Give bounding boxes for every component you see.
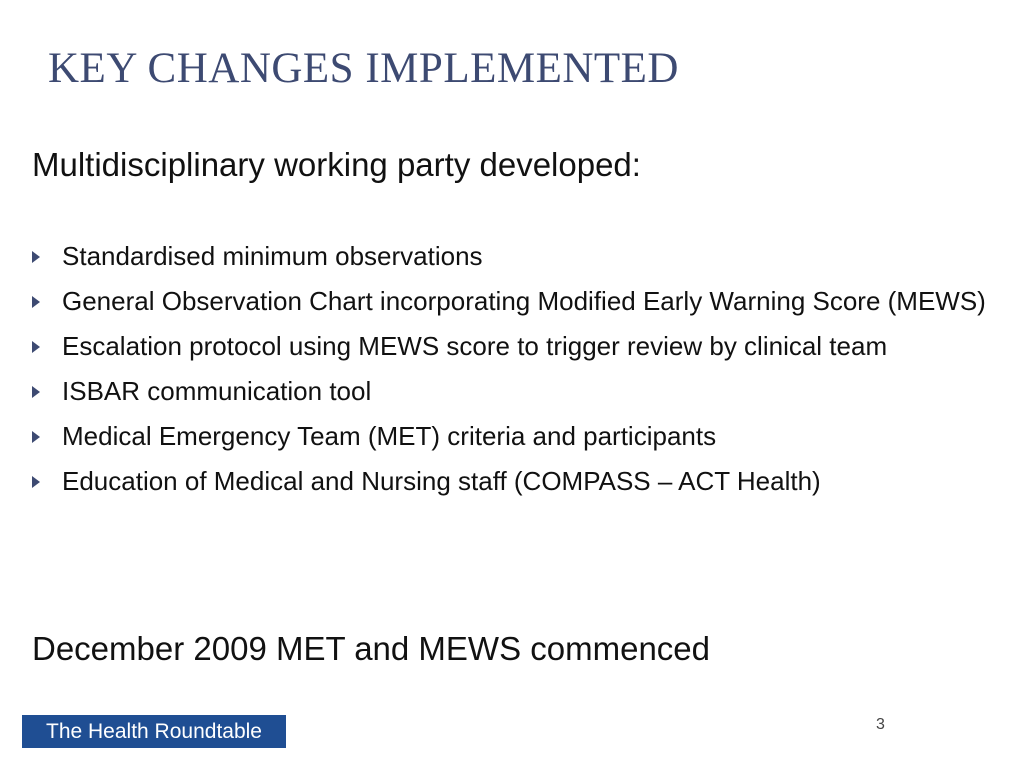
triangle-right-icon (32, 386, 40, 398)
bullet-item-observations (32, 238, 992, 274)
bullet-text: Escalation protocol using MEWS score to trigger review by clinical team (62, 331, 888, 361)
slide-title: KEY CHANGES IMPLEMENTED (48, 45, 679, 92)
bullet-list (32, 238, 992, 508)
bullet-item-met-criteria (32, 418, 992, 454)
bullet-item-education (32, 463, 992, 499)
bullet-text: Education of Medical and Nursing staff (COMPASS – ACT Health) (62, 466, 821, 496)
triangle-right-icon (32, 296, 40, 308)
bullet-text: Standardised minimum observations (62, 241, 483, 271)
triangle-right-icon (32, 251, 40, 263)
bullet-item-isbar (32, 373, 992, 409)
bullet-text: General Observation Chart incorporating Modified Early Warning Score (MEWS) (62, 286, 986, 316)
triangle-right-icon (32, 476, 40, 488)
closing-text: December 2009 MET and MEWS commenced (32, 630, 710, 667)
page-number: 3 (876, 716, 885, 733)
bullet-text: Medical Emergency Team (MET) criteria and participants (62, 421, 717, 451)
bullet-item-observation-chart (32, 283, 992, 319)
triangle-right-icon (32, 431, 40, 443)
bullet-text: ISBAR communication tool (62, 376, 372, 406)
intro-text: Multidisciplinary working party developed: (32, 146, 641, 183)
bullet-item-escalation-protocol (32, 328, 992, 364)
health-roundtable-logo: The Health Roundtable (22, 715, 286, 748)
triangle-right-icon (32, 341, 40, 353)
